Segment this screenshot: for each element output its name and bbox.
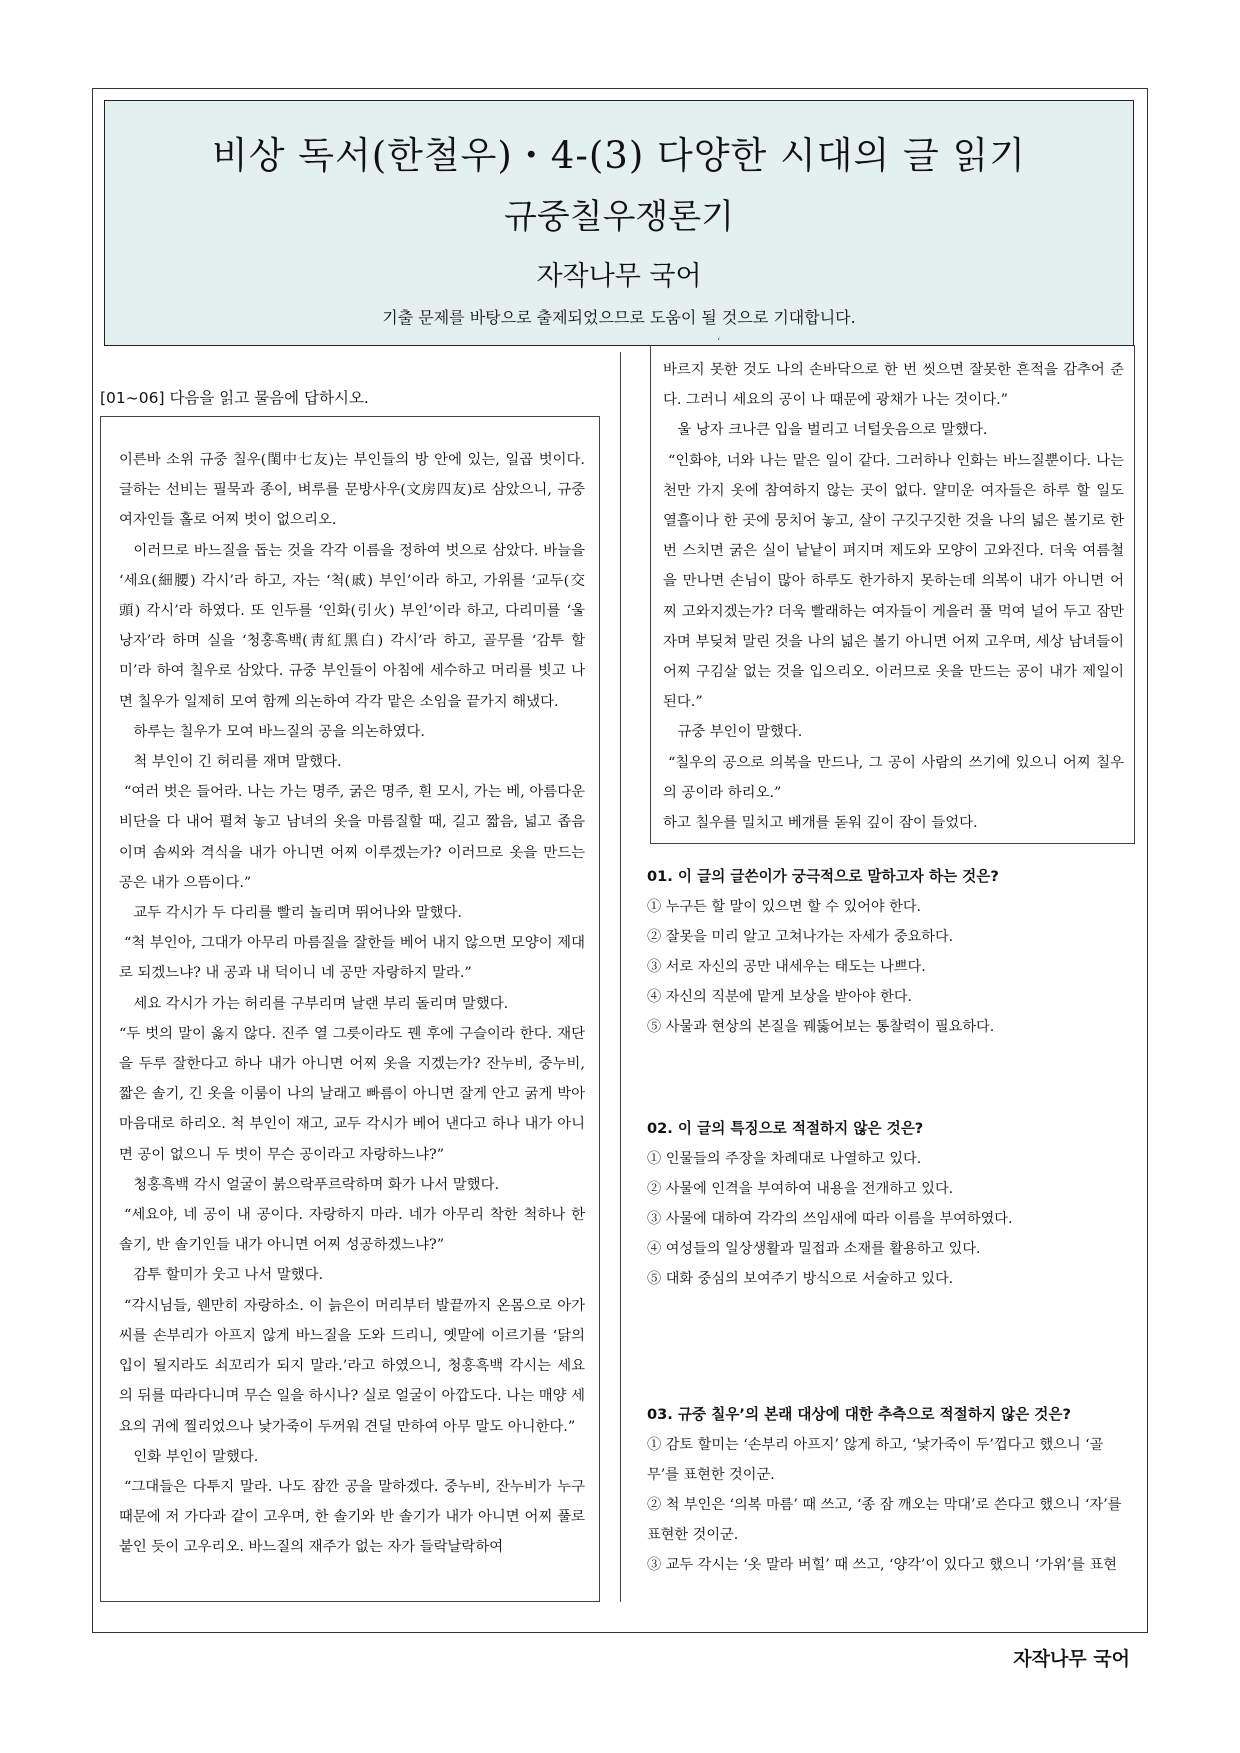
header-box	[104, 100, 1134, 346]
work-title: 규중칠우쟁론기	[504, 197, 734, 237]
question-01	[647, 862, 1135, 1042]
header-mark: ‘	[717, 337, 721, 348]
passage-paragraph: “인화야, 너와 나는 맡은 일이 같다. 그러하나 인화는 바느질뿐이다. 나는 천만 가지 옷에 참여하지 않는 곳이 없다. 얄미운 여자들은 하루 할 일도 열흘이나 한 곳에 뭉치어 놓고, 살이 구깃구깃한 것을 나의 넓은 볼기로 한 번 스치면 굵은 실이 낱낱이 펴지며 제도와 모양이 고와진다. 더욱 여름철을 만나면 손님이 많아 하루도 한가하지 못하는데 의복이 내가 아니면 어찌 고와지겠는가? 더욱 빨래하는 여자들이 게을러 풀 먹여 널어 두고 잠만 자며 부딪쳐 말린 것을 나의 넓은 볼기 아니면 어찌 고우며, 세상 남녀들이 어찌 구김살 없는 것을 입으리오. 이러므로 옷을 만드는 공이 내가 제일이 된다.”	[663, 452, 1124, 711]
brand-name: 자작나무 국어	[536, 261, 702, 292]
question-stem: 03. 규중 칠우’의 본래 대상에 대한 추측으로 적절하지 않은 것은?	[647, 1406, 1071, 1423]
question-stem: 01. 이 글의 글쓴이가 궁극적으로 말하고자 하는 것은?	[647, 868, 999, 885]
passage-box-right	[650, 345, 1135, 844]
passage-paragraph: “세요야, 네 공이 내 공이다. 자랑하지 마라. 네가 아무리 착한 척하나 한 솔기, 반 솔기인들 내가 아니면 어찌 성공하겠느냐?”	[119, 1207, 585, 1254]
passage-paragraph: 척 부인이 긴 허리를 재며 말했다.	[133, 754, 342, 771]
passage-paragraph: 청홍흑백 각시 얼굴이 붉으락푸르락하며 화가 나서 말했다.	[133, 1176, 500, 1193]
answer-choice[interactable]: ⑤ 사물과 현상의 본질을 꿰뚫어보는 통찰력이 필요하다.	[647, 1019, 995, 1035]
answer-choice[interactable]: ③ 서로 자신의 공만 내세우는 태도는 나쁘다.	[647, 959, 926, 975]
question-02	[647, 1114, 1135, 1294]
answer-choice[interactable]: ⑤ 대화 중심의 보여주기 방식으로 서술하고 있다.	[647, 1271, 954, 1287]
passage-box-left	[100, 416, 600, 1602]
passage-paragraph: 교두 각시가 두 다리를 빨리 놀리며 뛰어나와 말했다.	[133, 905, 462, 922]
passage-paragraph: “그대들은 다투지 말라. 나도 잠깐 공을 말하겠다. 중누비, 잔누비가 누구 때문에 저 가다과 같이 고우며, 한 솔기와 반 솔기가 내가 아니면 어찌 풀로 붙인 듯이 고우리오. 바느질의 재주가 없는 자가 들락날락하여	[119, 1478, 585, 1556]
header-note: 기출 문제를 바탕으로 출제되었으므로 도움이 될 것으로 기대합니다.	[382, 308, 856, 327]
answer-choice[interactable]: ① 감토 할미는 ‘손부리 아프지’ 않게 하고, ‘낯가죽이 두’껍다고 했으니 ‘골무’를 표현한 것이군.	[647, 1437, 1104, 1483]
answer-choice[interactable]: ① 누구든 할 말이 있으면 할 수 있어야 한다.	[647, 899, 922, 915]
passage-paragraph: 규중 부인이 말했다.	[677, 724, 803, 741]
passage-paragraph: 바르지 못한 것도 나의 손바닥으로 한 번 씻으면 잘못한 흔적을 감추어 준다. 그러니 세요의 공이 나 때문에 광채가 나는 것이다.”	[663, 362, 1124, 409]
passage-paragraph: “여러 벗은 들어라. 나는 가는 명주, 굵은 명주, 흰 모시, 가는 베, 아름다운 비단을 다 내어 펼쳐 놓고 남녀의 옷을 마름질할 때, 길고 짧음, 넓고 좁음이며 솜씨와 격식을 내가 아니면 어찌 이루겠는가? 이러므로 옷을 만드는 공은 내가 으뜸이다.”	[119, 784, 585, 891]
answer-choice[interactable]: ① 인물들의 주장을 차례대로 나열하고 있다.	[647, 1151, 922, 1167]
answer-choice[interactable]: ② 척 부인은 ‘의복 마름’ 때 쓰고, ‘종 잠 깨오는 막대’로 쓴다고 했으니 ‘자’를 표현한 것이군.	[647, 1497, 1122, 1543]
instruction: [01~06] 다음을 읽고 물음에 답하시오.	[100, 389, 369, 407]
answer-choice[interactable]: ④ 자신의 직분에 맡게 보상을 받아야 한다.	[647, 989, 913, 1005]
answer-choice[interactable]: ② 잘못을 미리 알고 고쳐나가는 자세가 중요하다.	[647, 929, 954, 945]
passage-paragraph: 하고 칠우를 밀치고 베개를 돋워 깊이 잠이 들었다.	[663, 815, 978, 832]
passage-paragraph: 감투 할미가 웃고 나서 말했다.	[133, 1267, 324, 1284]
passage-paragraph: 세요 각시가 가는 허리를 구부리며 날랜 부리 돌리며 말했다.	[133, 995, 509, 1012]
passage-paragraph: 울 낭자 크나큰 입을 벌리고 너털웃음으로 말했다.	[677, 422, 988, 439]
passage-paragraph: “칠우의 공으로 의복을 만드나, 그 공이 사람의 쓰기에 있으니 어찌 칠우의 공이라 하리오.”	[663, 754, 1124, 801]
answer-choice[interactable]: ④ 여성들의 일상생활과 밀접과 소재를 활용하고 있다.	[647, 1241, 981, 1257]
passage-paragraph: “각시님들, 웬만히 자랑하소. 이 늙은이 머리부터 발끝까지 온몸으로 아가씨를 손부리가 아프지 않게 바느질을 도와 드리니, 옛말에 이르기를 ‘닭의 입이 될지라도 쇠꼬리가 되지 말라.’라고 하였으니, 청홍흑백 각시는 세요의 뒤를 따라다니며 무슨 일을 하시나? 실로 얼굴이 아깝도다. 나는 매양 세요의 귀에 찔리었으나 낯가죽이 두꺼워 견딜 만하여 아무 말도 아니한다.”	[119, 1297, 585, 1435]
passage-paragraph: “두 벗의 말이 옳지 않다. 진주 열 그릇이라도 꿴 후에 구슬이라 한다. 재단을 두루 잘한다고 하나 내가 아니면 어찌 옷을 지겠는가? 잔누비, 중누비, 짧은 솔기, 긴 옷을 이룸이 나의 날래고 빠름이 아니면 잘게 안고 굵게 박아 마음대로 하리오. 척 부인이 재고, 교두 각시가 베어 낸다고 하나 내가 아니면 공이 없으니 두 벗이 무슨 공이라고 자랑하느냐?”	[119, 1025, 585, 1163]
answer-choice[interactable]: ③ 교두 각시는 ‘옷 말라 버힐’ 때 쓰고, ‘양각’이 있다고 했으니 ‘가위’를 표현	[647, 1557, 1117, 1573]
passage-paragraph: 이러므로 바느질을 돕는 것을 각각 이름을 정하여 벗으로 삼았다. 바늘을 ‘세요(細腰) 각시’라 하고, 자는 ‘척(戚) 부인’이라 하고, 가위를 ‘교두(交頭) 각시’라 하였다. 또 인두를 ‘인화(引火) 부인’이라 하고, 다리미를 ‘울 낭자’라 하며 실을 ‘청홍흑백(靑紅黑白) 각시’라 하고, 골무를 ‘감투 할미’라 하여 칠우로 삼았다. 규중 부인들이 아침에 세수하고 머리를 빗고 나면 칠우가 일제히 모여 함께 의논하여 각각 맡은 소임을 끝가지 해냈다.	[119, 542, 585, 710]
answer-choice[interactable]: ② 사물에 인격을 부여하여 내용을 전개하고 있다.	[647, 1181, 954, 1197]
passage-paragraph: 하루는 칠우가 모여 바느질의 공을 의논하였다.	[133, 723, 425, 740]
passage-paragraph: 이른바 소위 규중 칠우(閨中七友)는 부인들의 방 안에 있는, 일곱 벗이다. 글하는 선비는 필묵과 종이, 벼루를 문방사우(文房四友)로 삼았으니, 규중 여자인들 홀로 어찌 벗이 없으리오.	[119, 452, 585, 529]
answer-choice[interactable]: ③ 사물에 대하여 각각의 쓰임새에 따라 이름을 부여하였다.	[647, 1211, 1013, 1227]
passage-paragraph: 인화 부인이 말했다.	[133, 1448, 259, 1465]
question-03	[647, 1400, 1135, 1580]
footer-brand: 자작나무 국어	[1013, 1648, 1130, 1670]
question-stem: 02. 이 글의 특징으로 적절하지 않은 것은?	[647, 1120, 924, 1137]
column-divider	[620, 352, 621, 1602]
page-title: 비상 독서(한철우)・4-(3) 다양한 시대의 글 읽기	[211, 134, 1026, 177]
passage-paragraph: “척 부인아, 그대가 아무리 마름질을 잘한들 베어 내지 않으면 모양이 제대로 되겠느냐? 내 공과 내 덕이니 네 공만 자랑하지 말라.”	[119, 935, 585, 982]
